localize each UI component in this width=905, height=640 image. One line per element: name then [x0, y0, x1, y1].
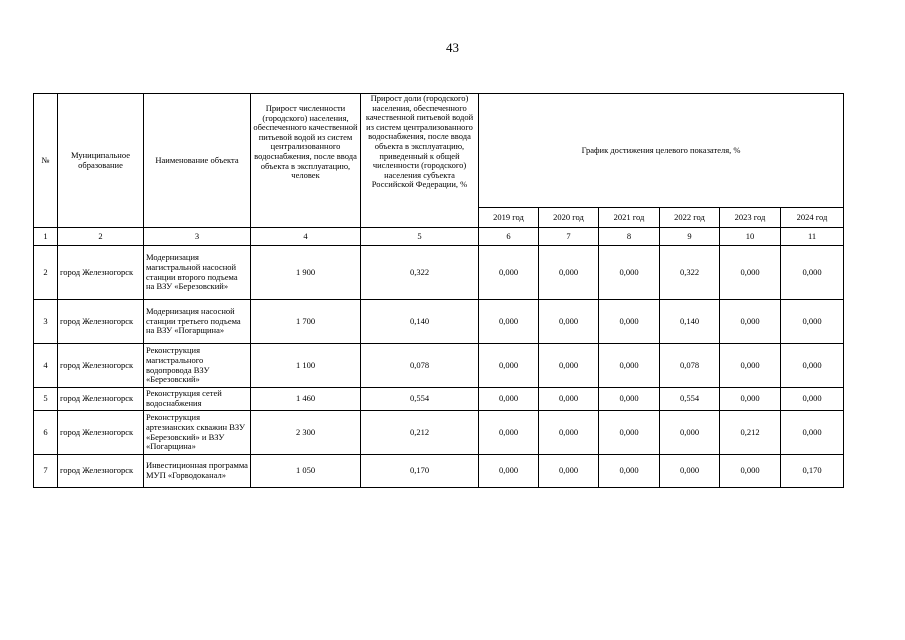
page-number: 43 — [446, 40, 459, 55]
year-2021-cell: 0,000 — [599, 246, 660, 300]
share-cell: 0,554 — [361, 388, 479, 411]
column-number: 9 — [660, 228, 720, 246]
year-2019-cell: 0,000 — [479, 300, 539, 344]
year-2020-cell: 0,000 — [539, 411, 599, 455]
header-no: № — [34, 94, 58, 228]
year-2024-cell: 0,000 — [781, 300, 844, 344]
share-cell: 0,078 — [361, 344, 479, 388]
year-2021-cell: 0,000 — [599, 300, 660, 344]
header-year-2021: 2021 год — [599, 208, 660, 228]
header-growth-share: Прирост доли (городского) населения, обеспеченного качественной питьевой водой из систем централизованного водоснабжения, после ввода объекта в эксплуатацию, приведенный к общей численности (городского) населения субъекта Российской Федерации, % — [361, 94, 479, 228]
column-number: 8 — [599, 228, 660, 246]
object-cell: Инвестиционная программа МУП «Горводоканал» — [144, 455, 251, 488]
row-number: 6 — [34, 411, 58, 455]
year-2019-cell: 0,000 — [479, 455, 539, 488]
row-number: 4 — [34, 344, 58, 388]
year-2022-cell: 0,000 — [660, 455, 720, 488]
municipality-cell: город Железногорск — [58, 300, 144, 344]
share-cell: 0,170 — [361, 455, 479, 488]
year-2020-cell: 0,000 — [539, 344, 599, 388]
year-2020-cell: 0,000 — [539, 246, 599, 300]
row-number: 5 — [34, 388, 58, 411]
people-cell: 1 700 — [251, 300, 361, 344]
year-2024-cell: 0,000 — [781, 246, 844, 300]
row-number: 3 — [34, 300, 58, 344]
people-cell: 1 460 — [251, 388, 361, 411]
header-growth-people: Прирост численности (городского) населения, обеспеченного качественной питьевой водой из систем централизованного водоснабжения, после ввода объекта в эксплуатацию, человек — [251, 94, 361, 228]
column-number: 6 — [479, 228, 539, 246]
table-row — [34, 455, 844, 488]
year-2024-cell: 0,000 — [781, 388, 844, 411]
year-2024-cell: 0,170 — [781, 455, 844, 488]
column-number: 1 — [34, 228, 58, 246]
year-2021-cell: 0,000 — [599, 388, 660, 411]
people-cell: 1 050 — [251, 455, 361, 488]
table-row — [34, 388, 844, 411]
year-2021-cell: 0,000 — [599, 411, 660, 455]
share-cell: 0,212 — [361, 411, 479, 455]
share-cell: 0,140 — [361, 300, 479, 344]
header-year-2023: 2023 год — [720, 208, 781, 228]
row-number: 2 — [34, 246, 58, 300]
year-2022-cell: 0,322 — [660, 246, 720, 300]
object-cell: Реконструкция сетей водоснабжения — [144, 388, 251, 411]
year-2023-cell: 0,212 — [720, 411, 781, 455]
people-cell: 1 900 — [251, 246, 361, 300]
year-2019-cell: 0,000 — [479, 388, 539, 411]
table-row — [34, 411, 844, 455]
share-cell: 0,322 — [361, 246, 479, 300]
year-2023-cell: 0,000 — [720, 388, 781, 411]
header-schedule: График достижения целевого показателя, % — [479, 94, 844, 208]
year-2022-cell: 0,554 — [660, 388, 720, 411]
header-municipality: Муниципальное образование — [58, 94, 144, 228]
column-number: 4 — [251, 228, 361, 246]
year-2021-cell: 0,000 — [599, 455, 660, 488]
year-2020-cell: 0,000 — [539, 388, 599, 411]
year-2023-cell: 0,000 — [720, 344, 781, 388]
column-number: 3 — [144, 228, 251, 246]
year-2020-cell: 0,000 — [539, 300, 599, 344]
column-number: 10 — [720, 228, 781, 246]
target-indicator-table — [33, 93, 844, 488]
column-number: 5 — [361, 228, 479, 246]
column-number: 7 — [539, 228, 599, 246]
header-year-2024: 2024 год — [781, 208, 844, 228]
year-2023-cell: 0,000 — [720, 300, 781, 344]
municipality-cell: город Железногорск — [58, 388, 144, 411]
object-cell: Реконструкция артезианских скважин ВЗУ «Березовский» и ВЗУ «Погарщина» — [144, 411, 251, 455]
column-number: 11 — [781, 228, 844, 246]
table-row — [34, 300, 844, 344]
object-cell: Модернизация магистральной насосной станции второго подъема на ВЗУ «Березовский» — [144, 246, 251, 300]
row-number: 7 — [34, 455, 58, 488]
table-row — [34, 344, 844, 388]
column-number: 2 — [58, 228, 144, 246]
year-2021-cell: 0,000 — [599, 344, 660, 388]
header-year-2019: 2019 год — [479, 208, 539, 228]
object-cell: Реконструкция магистрального водопровода ВЗУ «Березовский» — [144, 344, 251, 388]
people-cell: 1 100 — [251, 344, 361, 388]
municipality-cell: город Железногорск — [58, 246, 144, 300]
municipality-cell: город Железногорск — [58, 455, 144, 488]
year-2023-cell: 0,000 — [720, 246, 781, 300]
people-cell: 2 300 — [251, 411, 361, 455]
year-2019-cell: 0,000 — [479, 411, 539, 455]
table-row — [34, 246, 844, 300]
header-row — [34, 94, 844, 208]
municipality-cell: город Железногорск — [58, 344, 144, 388]
year-2024-cell: 0,000 — [781, 411, 844, 455]
year-2024-cell: 0,000 — [781, 344, 844, 388]
year-2023-cell: 0,000 — [720, 455, 781, 488]
year-2022-cell: 0,000 — [660, 411, 720, 455]
header-object: Наименование объекта — [144, 94, 251, 228]
year-2020-cell: 0,000 — [539, 455, 599, 488]
municipality-cell: город Железногорск — [58, 411, 144, 455]
column-number-row — [34, 228, 844, 246]
header-year-2022: 2022 год — [660, 208, 720, 228]
year-2019-cell: 0,000 — [479, 246, 539, 300]
object-cell: Модернизация насосной станции третьего подъема на ВЗУ «Погарщина» — [144, 300, 251, 344]
header-year-2020: 2020 год — [539, 208, 599, 228]
year-2022-cell: 0,140 — [660, 300, 720, 344]
year-2019-cell: 0,000 — [479, 344, 539, 388]
year-2022-cell: 0,078 — [660, 344, 720, 388]
